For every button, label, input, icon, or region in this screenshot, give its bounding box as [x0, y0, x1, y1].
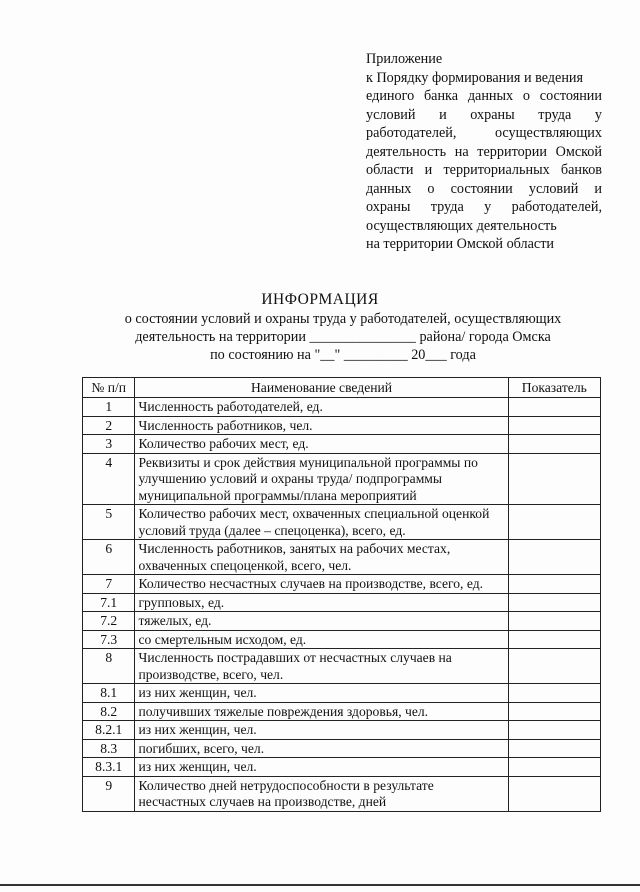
row-value-cell[interactable]	[508, 684, 600, 703]
row-value-cell[interactable]	[508, 776, 600, 811]
row-number-cell: 4	[83, 453, 135, 505]
subtitle-line-3: по состоянию на "__" _________ 20___ года	[210, 347, 476, 363]
row-name-cell: Реквизиты и срок действия муниципальной программы по улучшению условий и охраны труда/ подпрограммы муниципальной программы/плана мероприятий	[135, 453, 508, 505]
row-number-cell: 2	[83, 416, 135, 435]
row-name-cell: Численность пострадавших от несчастных случаев на производстве, всего, чел.	[135, 649, 508, 684]
row-number-cell: 8.2	[83, 702, 135, 721]
table-row	[83, 776, 601, 811]
row-value-cell[interactable]	[508, 739, 600, 758]
row-value-cell[interactable]	[508, 435, 600, 454]
row-number-cell: 8.2.1	[83, 721, 135, 740]
table-row	[83, 398, 601, 417]
row-value-cell[interactable]	[508, 540, 600, 575]
row-value-cell[interactable]	[508, 649, 600, 684]
row-name-cell: групповых, ед.	[135, 593, 508, 612]
appendix-line: на территории Омской области	[366, 236, 554, 252]
row-value-cell[interactable]	[508, 612, 600, 631]
row-value-cell[interactable]	[508, 398, 600, 417]
row-name-cell: Количество рабочих мест, охваченных специальной оценкой условий труда (далее – спецоценка), всего, ед.	[135, 505, 508, 540]
row-number-cell: 9	[83, 776, 135, 811]
row-value-cell[interactable]	[508, 575, 600, 594]
row-name-cell: погибших, всего, чел.	[135, 739, 508, 758]
row-value-cell[interactable]	[508, 630, 600, 649]
row-name-cell: из них женщин, чел.	[135, 684, 508, 703]
table-header-row	[83, 378, 601, 398]
row-number-cell: 8	[83, 649, 135, 684]
table-row	[83, 612, 601, 631]
row-number-cell: 6	[83, 540, 135, 575]
table-row	[83, 630, 601, 649]
table-row	[83, 758, 601, 777]
row-number-cell: 7.1	[83, 593, 135, 612]
page-bottom-edge	[0, 884, 640, 886]
document-title: ИНФОРМАЦИЯ	[261, 291, 379, 308]
appendix-block	[366, 50, 602, 254]
row-name-cell: Численность работодателей, ед.	[135, 398, 508, 417]
table-row	[83, 721, 601, 740]
row-value-cell[interactable]	[508, 593, 600, 612]
appendix-line: области и территориальных банков	[366, 162, 602, 178]
row-name-cell: Количество рабочих мест, ед.	[135, 435, 508, 454]
appendix-line: условий и охраны труда у	[366, 106, 602, 123]
appendix-line: охраны труда у работодателей,	[366, 199, 602, 215]
row-name-cell: Количество несчастных случаев на производстве, всего, ед.	[135, 575, 508, 594]
table-row	[83, 684, 601, 703]
column-header-name: Наименование сведений	[135, 378, 508, 398]
table-row	[83, 540, 601, 575]
table-row	[83, 416, 601, 435]
info-table	[82, 377, 601, 812]
row-number-cell: 8.3	[83, 739, 135, 758]
appendix-line: деятельность на территории Омской	[366, 143, 602, 160]
row-name-cell: из них женщин, чел.	[135, 721, 508, 740]
row-value-cell[interactable]	[508, 505, 600, 540]
row-value-cell[interactable]	[508, 758, 600, 777]
table-row	[83, 453, 601, 505]
table-row	[83, 435, 601, 454]
appendix-line: данных о состоянии условий и	[366, 180, 602, 197]
subtitle-line-1: о состоянии условий и охраны труда у работодателей, осуществляющих	[124, 311, 562, 327]
table-row	[83, 593, 601, 612]
row-number-cell: 1	[83, 398, 135, 417]
table-row	[83, 649, 601, 684]
row-number-cell: 8.3.1	[83, 758, 135, 777]
appendix-line: осуществляющих деятельность	[366, 217, 557, 234]
row-number-cell: 7.2	[83, 612, 135, 631]
row-name-cell: со смертельным исходом, ед.	[135, 630, 508, 649]
table-row	[83, 702, 601, 721]
row-number-cell: 5	[83, 505, 135, 540]
row-value-cell[interactable]	[508, 453, 600, 505]
row-name-cell: Численность работников, занятых на рабочих местах, охваченных спецоценкой, всего, чел.	[135, 540, 508, 575]
row-value-cell[interactable]	[508, 702, 600, 721]
row-number-cell: 7	[83, 575, 135, 594]
table-row	[83, 739, 601, 758]
appendix-line: единого банка данных о состоянии	[366, 88, 602, 104]
table-row	[83, 505, 601, 540]
row-name-cell: из них женщин, чел.	[135, 758, 508, 777]
appendix-line: Приложение	[366, 51, 443, 67]
subtitle-line-2: деятельность на территории _______________ района/ города Омска	[135, 329, 551, 345]
table-body	[83, 398, 601, 812]
row-value-cell[interactable]	[508, 416, 600, 435]
row-number-cell: 3	[83, 435, 135, 454]
row-name-cell: Численность работников, чел.	[135, 416, 508, 435]
row-number-cell: 8.1	[83, 684, 135, 703]
row-number-cell: 7.3	[83, 630, 135, 649]
column-header-value: Показатель	[508, 378, 600, 398]
row-value-cell[interactable]	[508, 721, 600, 740]
appendix-line: к Порядку формирования и ведения	[366, 69, 584, 86]
column-header-number: № п/п	[83, 378, 135, 398]
row-name-cell: получивших тяжелые повреждения здоровья, чел.	[135, 702, 508, 721]
table-row	[83, 575, 601, 594]
appendix-line: работодателей, осуществляющих	[366, 125, 602, 141]
row-name-cell: тяжелых, ед.	[135, 612, 508, 631]
row-name-cell: Количество дней нетрудоспособности в результате несчастных случаев на производстве, дней	[135, 776, 508, 811]
